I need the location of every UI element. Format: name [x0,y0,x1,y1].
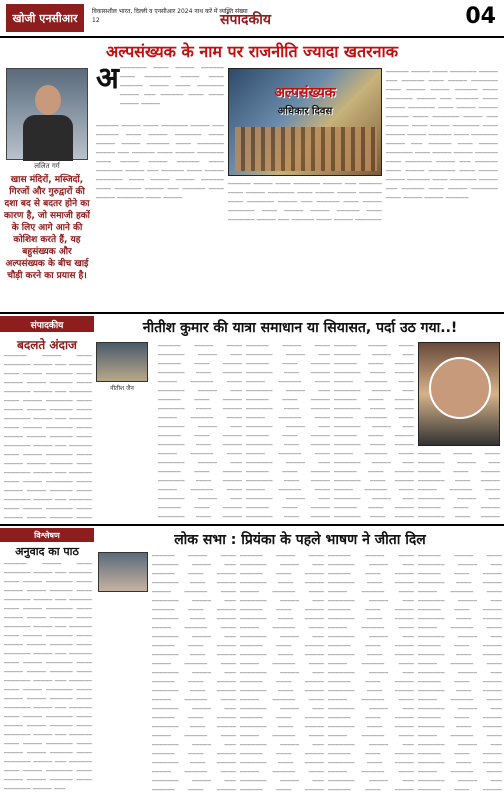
lead-paragraph: ────── ───── ──── ─────── ───── ─── ────── ──── ───── ─────── ──── ───── ───── ────── ──── ─────── ───── ─── ────── ──── ───── ─────── ──── ───── ───── ────── ──── ─────── ───── ─── ────── ──── ───── ─────── [228,181,382,224]
third-story-column: ────── ───── ──── ─────── ───── ─── ────── ──── ───── ─────── ──── ───── ───── ────── ──── ─────── ───── ─── ────── ──── ───── ─────── ──── ───── ───── ────── ──── ─────── ───── ─── ────── ──── ───── ─────── ──── ───── ───── ────── ──── ─────── ───── ─── ────── ──── ───── ─────── ──── ───── ───── ────── ──── ─────── ───── ─── ────── ──── ───── ─────── ──── ───── ───── ────── ──── ─────── ───── ─── ────── ──── ───── ─────── ──── ───── ───── ────── ──── ─────── ───── ─── ────── ──── ───── [328,553,414,792]
section-title: संपादकीय [220,12,271,28]
third-story-column: ────── ───── ──── ─────── ───── ─── ────── ──── ───── ─────── ──── ───── ───── ────── ──── ─────── ───── ─── ────── ──── ───── ─────── ──── ───── ───── ────── ──── ─────── ───── ─── ────── ──── ───── ─────── ──── ───── ───── ────── ──── ─────── ───── ─── ────── ──── ───── ─────── ──── ───── ───── ────── ──── ─────── ───── ─── ────── ──── ───── ─────── ──── ───── ───── ────── ──── ─────── ───── ─── ────── ──── ───── ─────── ──── ───── ───── ────── ──── ─────── ───── ─── ────── ──── ───── [240,553,324,792]
second-story-column: ────── ───── ──── ─────── ───── ─── ────── ──── ───── ─────── ──── ───── ───── ────── ──── ─────── ───── ─── ────── ──── ───── ─────── ──── ───── ───── ────── ──── ─────── ───── ─── ────── ──── ───── ─────── ──── ───── ───── ────── ──── ─────── ───── ─── ────── ──── ───── ─────── ──── ───── ───── ────── ──── ─────── ───── ─── ────── ──── ───── ─────── ──── ───── [334,343,414,520]
masthead-logo: खोजी एनसीआर [6,4,84,32]
second-story-column: ────── ───── ──── ─────── ───── ─── ────── ──── ───── ─────── ──── ───── ───── ────── ──── ─────── ───── ─── ────── ──── ───── ─────── ──── ───── ───── ────── ──── ─────── ───── ─── ────── ──── ───── ─────── ──── ───── ───── ────── ──── ─────── ───── ─── ────── ──── ───── ─────── ──── ───── ───── ────── ──── ─────── ───── ─── ────── ──── ───── ─────── ──── ───── [246,343,330,520]
lead-paragraph: ─────── ──── ───── ────── ──── ─────── ───── ──── ────── ───── ──── ─────── ───── ─── ────── ──── ──── ───── ───── [120,65,224,108]
photo-banner-subtitle: अधिकार दिवस [277,106,333,117]
page-number: 04 [465,4,496,29]
photo-banner: अल्पसंख्यक [274,85,336,101]
sidebar2-text: ────── ───── ──── ─────── ───── ─── ────── ──── ───── ─────── ──── ───── ───── ────── ──── ─────── ───── ─── ────── ──── ───── ─────── ──── ───── ───── ────── ──── ─────── ───── ─── ────── ──── ───── ─────── ──── ───── ───── ────── ──── ─────── ───── ─── ────── ──── ───── ─────── ──── ───── ───── ────── ──── ─────── ───── ─── ────── ──── ───── ─────── ──── ───── ───── ────── ──── ─────── ───── ─── ────── ──── ───── ─────── ──── ───── ───── ────── ──── ─────── ───── ─── ────── ──── ───── ─────── ──── ───── ───── ────── ──── ─────── ───── ─── ────── ──── ───── ─────── ──── ───── ───── ────── ──── ─────── ───── ─── [4,561,92,793]
page-header [0,0,504,38]
second-story-thumbnail [96,342,148,382]
author-portrait [6,68,88,160]
sidebar-title: बदलते अंदाज [17,338,77,352]
drop-cap: अ [96,61,119,96]
third-story-column: ────── ───── ──── ─────── ───── ─── ────── ──── ───── ─────── ──── ───── ───── ────── ──── ─────── ───── ─── ────── ──── ───── ─────── ──── ───── ───── ────── ──── ─────── ───── ─── ────── ──── ───── ─────── ──── ───── ───── ────── ──── ─────── ───── ─── ────── ──── ───── ─────── ──── ───── ───── ────── ──── ─────── ───── ─── ────── ──── ───── ─────── ──── ───── ───── ────── ──── ─────── ───── ─── ────── ──── ───── ─────── ──── ───── ───── ────── ──── ─────── ───── ─── ────── ──── ───── [418,553,502,792]
lead-photo [228,68,382,176]
author-byline: ललित गर्ग [34,162,60,170]
sidebar2-label: विश्लेषण [0,528,94,542]
lead-headline: अल्पसंख्यक के नाम पर राजनीति ज्यादा खतरनाक [106,42,398,61]
second-headline: नीतीश कुमार की यात्रा समाधान या सियासत, पर्दा उठ गया..! [142,319,458,336]
pull-quote: खास मंदिरों, मस्जिदों, गिरजों और गुरुद्वारों की दशा बद से बदतर होने का कारण है, जो समाजी हकों के लिए आगे आने की कोशिश करते हैं, यह बहुसंख्यक और अल्पसंख्यक के बीच खाई चौड़ी करने का प्रयास है। [4,175,90,281]
third-story-column: ────── ───── ──── ─────── ───── ─── ────── ──── ───── ─────── ──── ───── ───── ────── ──── ─────── ───── ─── ────── ──── ───── ─────── ──── ───── ───── ────── ──── ─────── ───── ─── ────── ──── ───── ─────── ──── ───── ───── ────── ──── ─────── ───── ─── ────── ──── ───── ─────── ──── ───── ───── ────── ──── ─────── ───── ─── ────── ──── ───── ─────── ──── ───── ───── ────── ──── ─────── ───── ─── ────── ──── ───── ─────── ──── ───── ───── ────── ──── ─────── ───── ─── ────── ──── ───── [152,553,236,792]
second-story-photo [418,342,500,446]
second-story-column: ────── ───── ──── ─────── ───── ─── ────── ──── ───── ─────── ──── ───── ───── ────── ──── ─────── ───── ─── ────── ──── ───── ─────── ──── ───── ───── ────── ──── ─────── ───── ─── ────── ──── ───── ─────── ──── ───── ───── ────── ──── ─────── ───── ─── ────── ──── ───── ─────── ──── ───── ───── ────── ──── ─────── ───── ─── ────── ──── ───── ─────── ──── ───── [158,343,242,520]
sidebar2-title: अनुवाद का पाठ [15,545,79,558]
section-divider [0,524,504,526]
sidebar-text: ────── ───── ──── ─────── ───── ─── ────── ──── ───── ─────── ──── ───── ───── ────── ──── ─────── ───── ─── ────── ──── ───── ─────── ──── ───── ───── ────── ──── ─────── ───── ─── ────── ──── ───── ─────── ──── ───── ───── ────── ──── ─────── ───── ─── ────── ──── ───── ─────── ──── ───── ───── ────── ──── ─────── ───── ─── ────── ──── ───── ─────── ──── ───── ───── ────── ──── ─────── ───── ─── ────── ──── ───── ─────── ──── ───── ───── ────── ──── [4,353,92,522]
sidebar-label: संपादकीय [0,316,94,332]
second-story-caption: नीतीश जैन [110,385,134,392]
lead-author-column [0,62,94,312]
second-story-column: ────── ───── ──── ─────── ───── ─── ────── ──── ───── ─────── ──── ───── ───── ────── ──── ─────── ───── ─── ────── ──── ───── ─────── ──── ───── [418,451,500,520]
lead-story-body [96,62,504,312]
third-story-thumbnail [98,552,148,592]
lead-paragraph: ────── ───── ──── ─────── ───── ─── ────── ──── ───── ─────── ──── ───── ───── ────── ──── ─────── ───── ─── ────── ──── ───── ─────── ──── ───── ───── ────── ──── ─────── ───── ─── ────── ──── ───── ─────── ──── ───── ───── ────── ──── ─────── ───── ─── ────── ──── ───── ─────── ──── ───── ───── ────── ──── ─────── ───── ─── ────── ──── ───── ─────── ──── ───── ───── ────── ──── ─────── ───── ─── ────── ──── ───── ─────── ──── ───── ───── ────── [386,69,498,202]
lead-paragraph: ────── ───── ──── ─────── ───── ─── ────── ──── ───── ─────── ──── ───── ───── ────── ──── ─────── ───── ─── ────── ──── ───── ─────── ──── ───── ───── ────── ──── ─────── ───── ─── ────── ──── ───── ─────── ──── ───── ───── ────── ──── ─────── ───── ─── ────── ──── ───── ─────── ──── ───── [96,123,224,202]
third-headline: लोक सभा : प्रियंका के पहले भाषण ने जीता दिल [174,531,426,548]
section-divider [0,312,504,314]
dateline: विकासशील भारत, दिल्ली व एनसीआर 2024 नाथ करें में व्यक्ति संख्या 12 [92,8,248,24]
